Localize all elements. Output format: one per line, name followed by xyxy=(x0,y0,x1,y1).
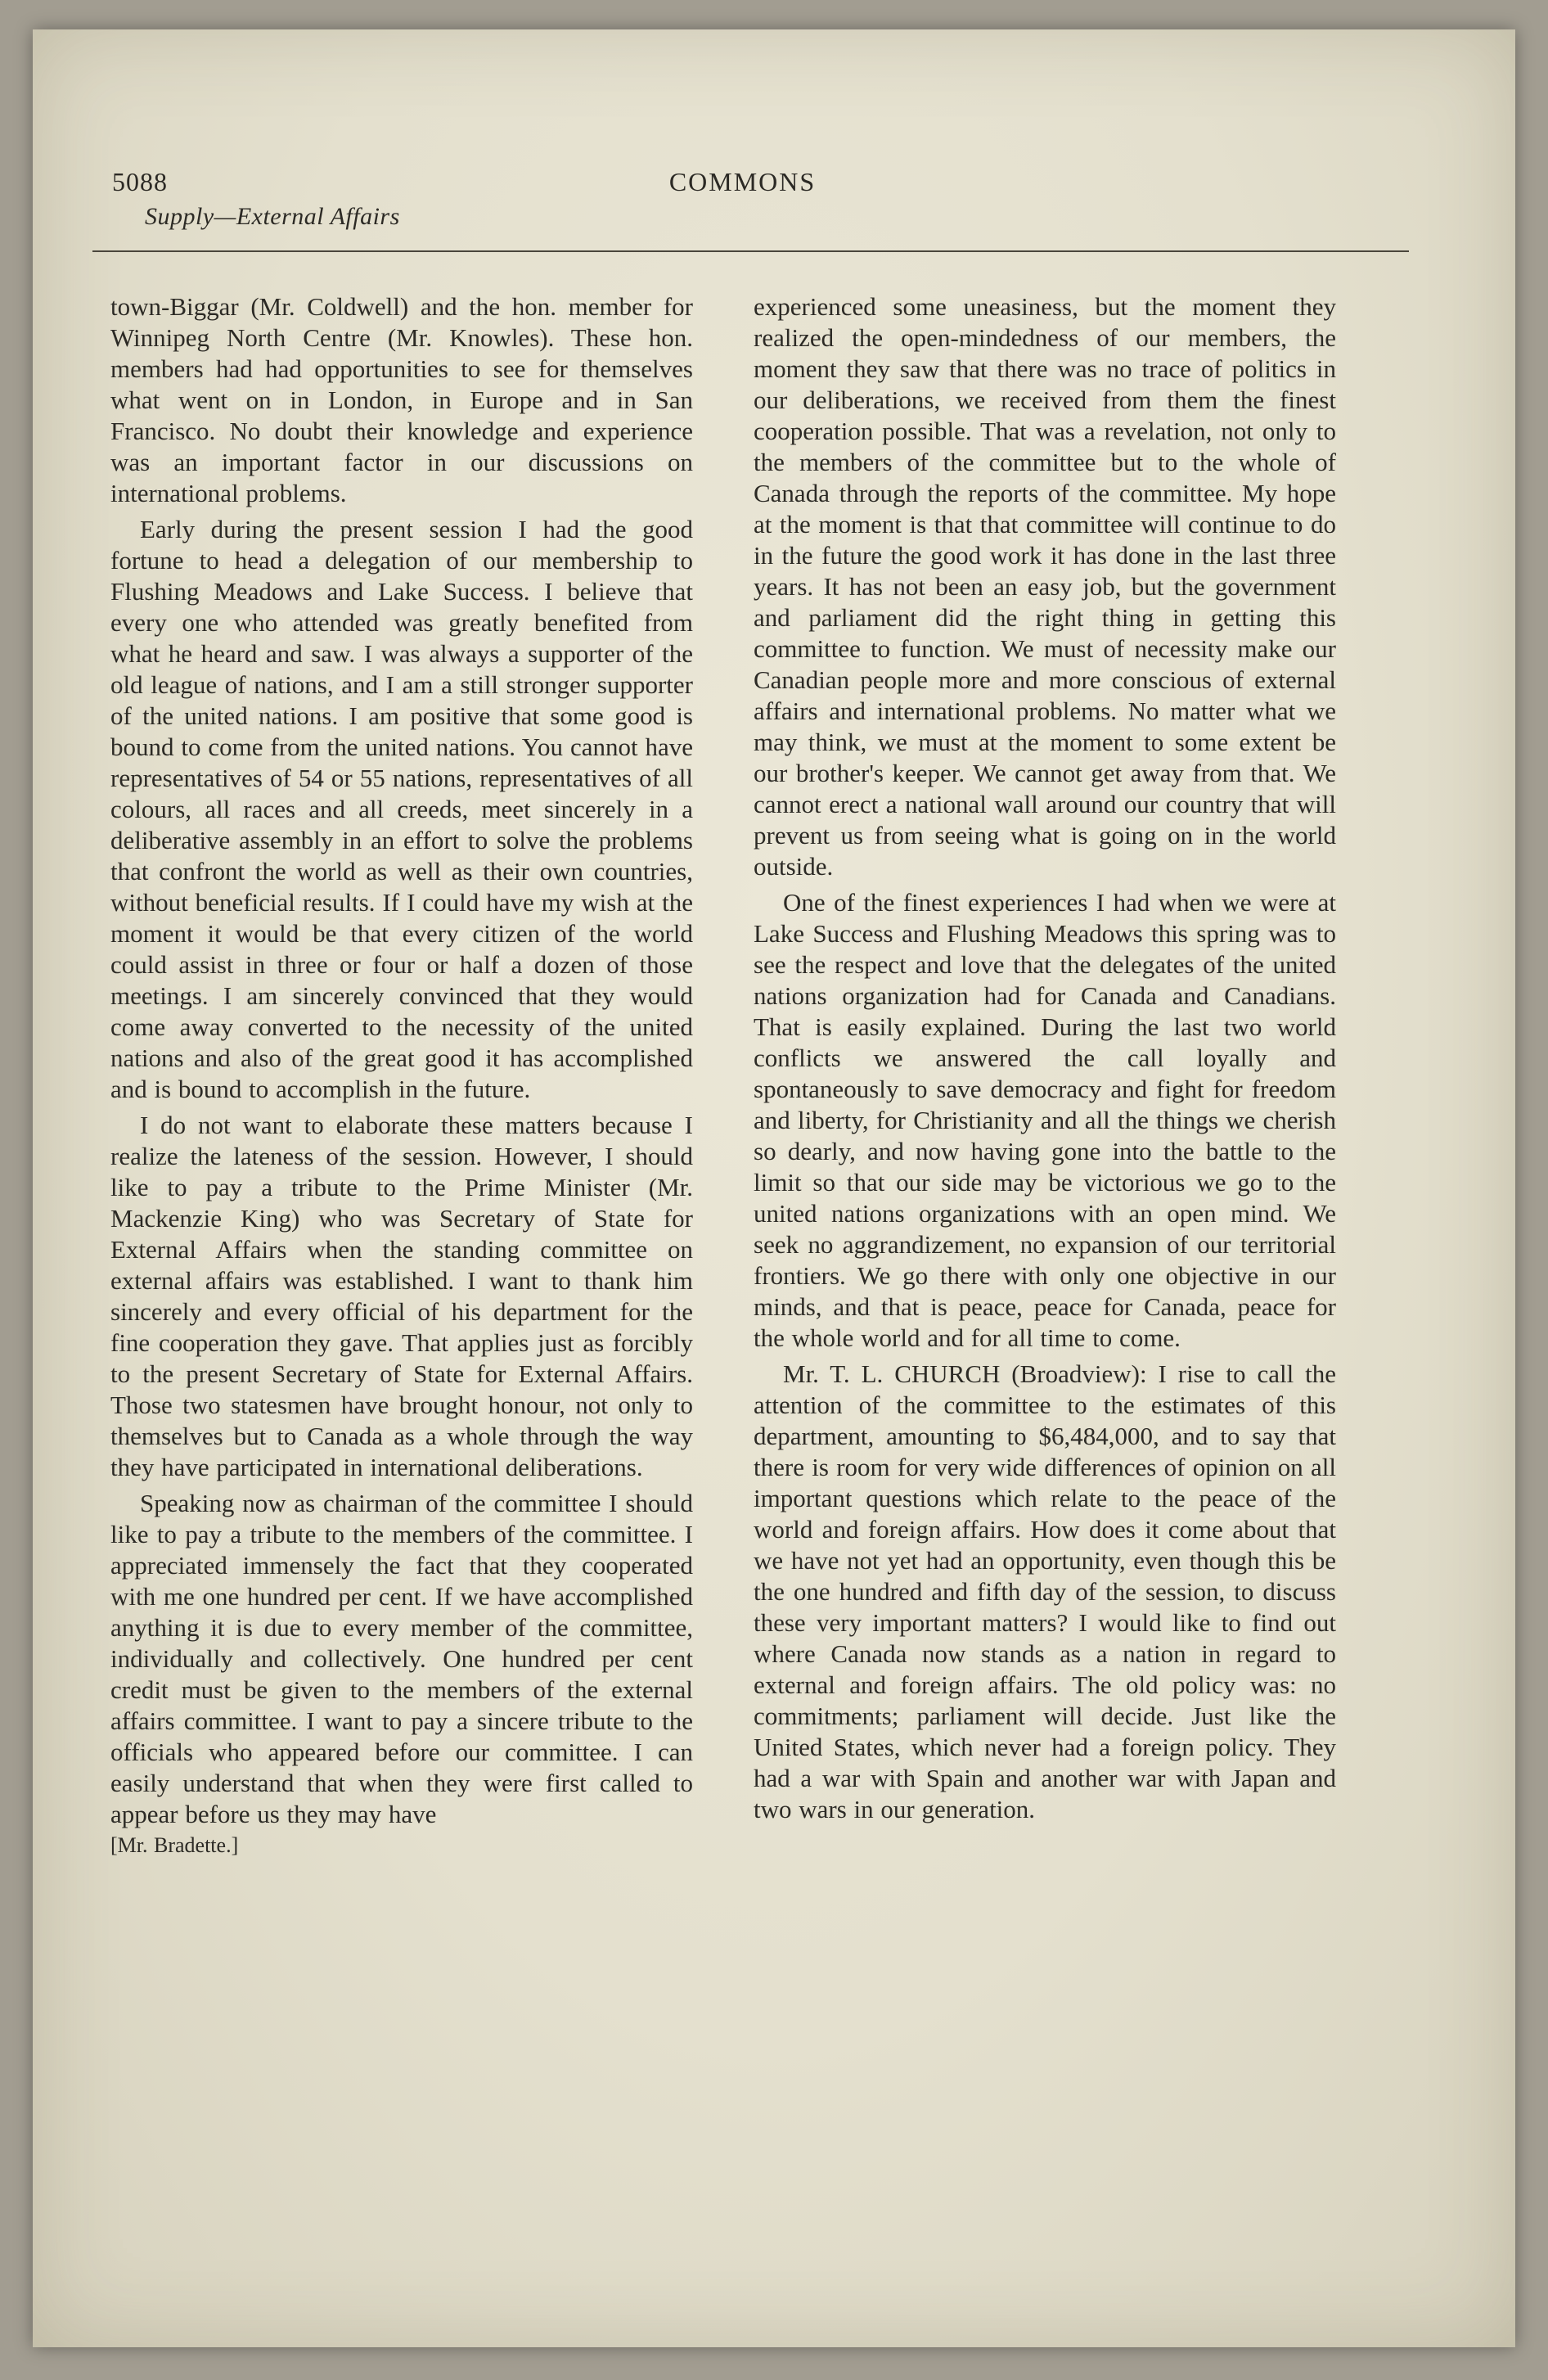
paragraph: experienced some uneasiness, but the moment they realized the open-mindedness of our members, the moment they saw that there was no trace of politics in our deliberations, we received from them the finest cooperation possible. That was a revelation, not only to the members of the committee but to the whole of Canada through the reports of the committee. My hope at the moment is that that committee will continue to do in the future the good work it has done in the last three years. It has not been an easy job, but the government and parliament did the right thing in getting this committee to function. We must of necessity make our Canadian people more and more conscious of external affairs and international problems. No matter what we may think, we must at the moment to some extent be our brother's keeper. We cannot get away from that. We cannot erect a national wall around our country that will prevent us from seeing what is going on in the world outside. xyxy=(754,292,1336,881)
header-rule xyxy=(92,250,1409,252)
right-column xyxy=(754,291,1336,1861)
left-column xyxy=(110,291,693,1861)
page-subtitle: Supply—External Affairs xyxy=(145,203,400,230)
running-footer: [Mr. Bradette.] xyxy=(110,1833,239,1857)
paragraph: Mr. T. L. CHURCH (Broadview): I rise to call the attention of the committee to the estimates of this department, amounting to $6,484,000, and to say that there is room for very wide differences of opinion on all important questions which relate to the peace of the world and foreign affairs. How does it come about that we have not yet had an opportunity, even though this be the one hundred and fifth day of the session, to discuss these very important matters? I would like to find out where Canada now stands as a nation in regard to external and foreign affairs. The old policy was: no commitments; parliament will decide. Just like the United States, which never had a foreign policy. They had a war with Spain and another war with Japan and two wars in our generation. xyxy=(754,1359,1336,1823)
page-header xyxy=(110,167,1375,291)
paragraph: town-Biggar (Mr. Coldwell) and the hon. member for Winnipeg North Centre (Mr. Knowles). These hon. members had had opportunities to see for themselves what went on in London, in Europe and in San Francisco. No doubt their knowledge and experience was an important factor in our discussions on international problems. xyxy=(110,292,693,507)
paragraph: I do not want to elaborate these matters because I realize the lateness of the session. However, I should like to pay a tribute to the Prime Minister (Mr. Mackenzie King) who was Secretary of State for External Affairs when the standing committee on external affairs was established. I want to thank him sincerely and every official of his department for the fine cooperation they gave. That applies just as forcibly to the present Secretary of State for External Affairs. Those two statesmen have brought honour, not only to themselves but to Canada as a whole through the way they have participated in international deliberations. xyxy=(110,1111,693,1481)
paragraph: Early during the present session I had the good fortune to head a delegation of our membership to Flushing Meadows and Lake Success. I believe that every one who attended was greatly benefited from what he heard and saw. I was always a supporter of the old league of nations, and I am a still stronger supporter of the united nations. I am positive that some good is bound to come from the united nations. You cannot have representatives of 54 or 55 nations, representatives of all colours, all races and all creeds, meet sincerely in a deliberative assembly in an effort to solve the problems that confront the world as well as their own countries, without beneficial results. If I could have my wish at the moment it would be that every citizen of the world could assist in three or four or half a dozen of those meetings. I am sincerely convinced that they would come away converted to the necessity of the united nations and also of the great good it has accomplished and is bound to accomplish in the future. xyxy=(110,515,693,1103)
paragraph: Speaking now as chairman of the committee I should like to pay a tribute to the members of the committee. I appreciated immensely the fact that they cooperated with me one hundred per cent. If we have accomplished anything it is due to every member of the committee, individually and collectively. One hundred per cent credit must be given to the members of the external affairs committee. I want to pay a sincere tribute to the officials who appeared before our committee. I can easily understand that when they were first called to appear before us they may have xyxy=(110,1489,693,1828)
page-title: COMMONS xyxy=(668,167,817,196)
two-column-body xyxy=(110,291,1375,1861)
paragraph: One of the finest experiences I had when we were at Lake Success and Flushing Meadows this spring was to see the respect and love that the delegates of the united nations organization had for Canada and Canadians. That is easily explained. During the last two world conflicts we answered the call loyally and spontaneously to save democracy and fight for freedom and liberty, for Christianity and all the things we cherish so dearly, and now having gone into the battle to the limit so that our side may be victorious we go to the united nations organizations with an open mind. We seek no aggrandizement, no expansion of our territorial frontiers. We go there with only one objective in our minds, and that is peace, peace for Canada, peace for the whole world and for all time to come. xyxy=(754,888,1336,1352)
page-number: 5088 xyxy=(112,167,168,196)
text-area xyxy=(110,167,1375,2347)
scanned-page xyxy=(33,29,1515,2347)
